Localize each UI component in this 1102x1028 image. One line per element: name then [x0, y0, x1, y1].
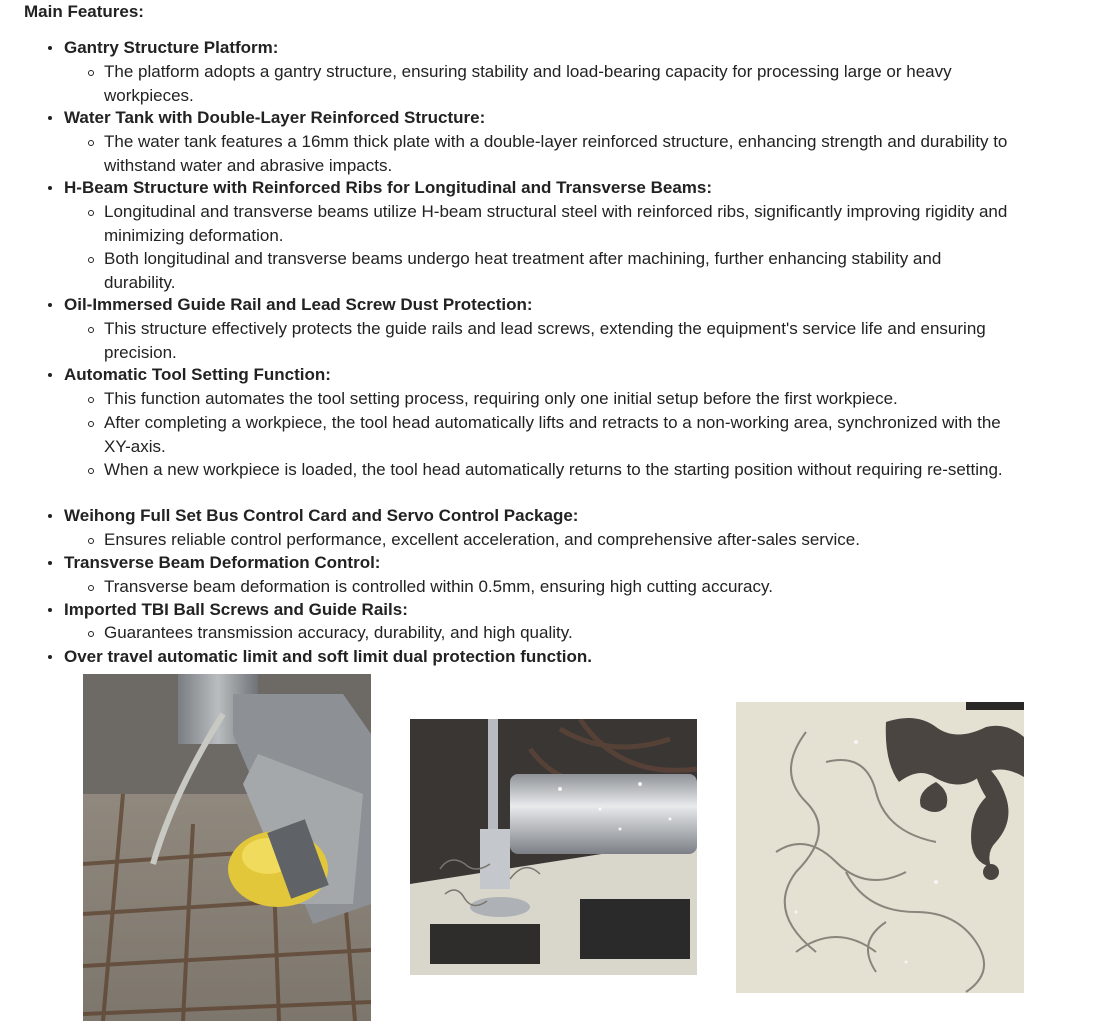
feature-detail: Guarantees transmission accuracy, durability, and high quality.: [104, 623, 573, 642]
feature-title: Oil-Immersed Guide Rail and Lead Screw Dust Protection:: [64, 295, 533, 314]
feature-detail: After completing a workpiece, the tool head automatically lifts and retracts to a non-working area, synchronized with the XY-axis.: [104, 413, 1001, 456]
feature-title: Automatic Tool Setting Function:: [64, 365, 331, 384]
sub-bullet-icon: [86, 249, 96, 269]
sub-bullet-icon: [86, 413, 96, 433]
feature-title: Water Tank with Double-Layer Reinforced Structure:: [64, 108, 486, 127]
sub-bullet-icon: [86, 460, 96, 480]
feature-detail: When a new workpiece is loaded, the tool head automatically returns to the starting position without requiring re-setting.: [104, 460, 1003, 479]
bullet-icon: [46, 600, 54, 620]
sub-bullet-icon: [86, 202, 96, 222]
sub-bullet-icon: [86, 319, 96, 339]
sub-bullet-icon: [86, 530, 96, 550]
bullet-icon: [46, 365, 54, 385]
feature-title: Imported TBI Ball Screws and Guide Rails:: [64, 600, 408, 619]
feature-title: Weihong Full Set Bus Control Card and Servo Control Package:: [64, 506, 579, 525]
feature-detail: The water tank features a 16mm thick plate with a double-layer reinforced structure, enhancing strength and durability to withstand water and abrasive impacts.: [104, 132, 1008, 175]
bullet-icon: [46, 108, 54, 128]
feature-detail: Ensures reliable control performance, excellent acceleration, and comprehensive after-sales service.: [104, 530, 860, 549]
bullet-icon: [46, 178, 54, 198]
photo-marble-pattern: [736, 702, 1024, 993]
feature-detail: This structure effectively protects the guide rails and lead screws, extending the equipment's service life and ensuring precision.: [104, 319, 986, 362]
sub-bullet-icon: [86, 623, 96, 643]
page-title: Main Features:: [24, 2, 144, 21]
sub-bullet-icon: [86, 389, 96, 409]
feature-detail: Both longitudinal and transverse beams undergo heat treatment after machining, further enhancing stability and durability.: [104, 249, 942, 292]
feature-title: H-Beam Structure with Reinforced Ribs for Longitudinal and Transverse Beams:: [64, 178, 713, 197]
photo-cutting-head: [83, 674, 371, 1021]
feature-detail: The platform adopts a gantry structure, ensuring stability and load-bearing capacity for processing large or heavy workpieces.: [104, 62, 952, 105]
feature-detail: This function automates the tool setting process, requiring only one initial setup before the first workpiece.: [104, 389, 898, 408]
feature-title: Gantry Structure Platform:: [64, 38, 279, 57]
bullet-icon: [46, 553, 54, 573]
feature-title: Transverse Beam Deformation Control:: [64, 553, 381, 572]
bullet-icon: [46, 295, 54, 315]
feature-title: Over travel automatic limit and soft limit dual protection function.: [64, 647, 593, 666]
feature-detail: Longitudinal and transverse beams utilize H-beam structural steel with reinforced ribs, significantly improving rigidity and minimizing deformation.: [104, 202, 1008, 245]
photo-waterjet-nozzle: [410, 719, 697, 975]
bullet-icon: [46, 38, 54, 58]
bullet-icon: [46, 506, 54, 526]
feature-detail: Transverse beam deformation is controlled within 0.5mm, ensuring high cutting accuracy.: [104, 577, 773, 596]
bullet-icon: [46, 647, 54, 667]
sub-bullet-icon: [86, 577, 96, 597]
sub-bullet-icon: [86, 132, 96, 152]
sub-bullet-icon: [86, 62, 96, 82]
